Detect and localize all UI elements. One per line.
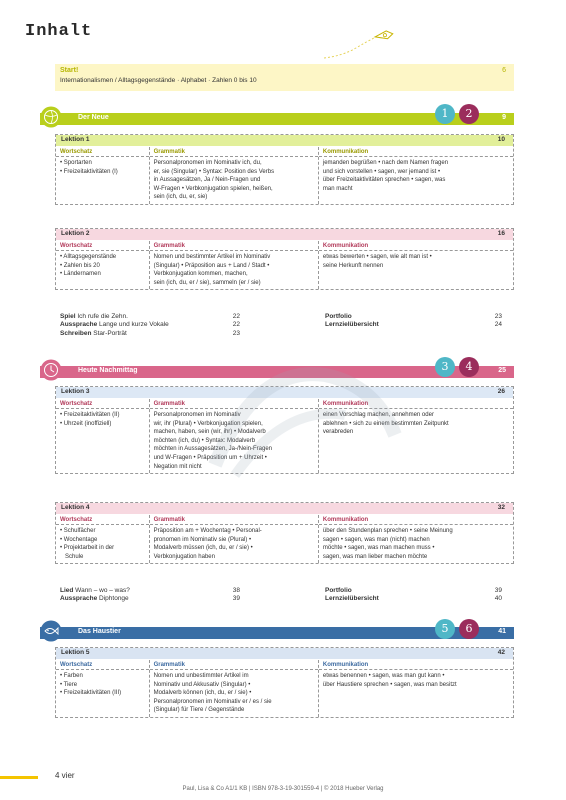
lesson-header (56, 648, 513, 659)
list-item: • Freizeitaktivitäten (I) (60, 168, 118, 175)
text-line: (Singular) • Präposition aus + Land / Stadt • (153, 262, 270, 269)
unit-badge: 1 (435, 104, 455, 124)
page-accent-bar (0, 776, 38, 779)
text-line: ablehnen • sich zu einem bestimmten Zeitpunkt (322, 420, 449, 427)
text-line: etwas bewerten • sagen, wie alt man ist • (322, 254, 432, 260)
text-line: sagen, was man lieber machen möchte (322, 553, 428, 560)
text-line: pronomen im Nominativ sie (Plural) • (153, 536, 252, 543)
text-line: über Haustiere sprechen • sagen, was man besitzt (322, 681, 457, 688)
col-kommunikation: Kommunikation (319, 241, 513, 251)
extra-page: 38 (232, 587, 240, 594)
extra-label: Lernzielübersicht (325, 321, 379, 329)
unit-page: 9 (502, 114, 506, 121)
text-line: machen, haben, sein (wir, ihr) • Modalverb (153, 429, 266, 436)
text-line: Nominativ und Akkusativ (Singular) • (153, 681, 251, 688)
text-line: über den Stundenplan sprechen • seine Meinung (322, 528, 453, 534)
list-item: • Wochentage (60, 536, 98, 543)
unit-title: Heute Nachmittag (78, 367, 138, 374)
text-line: W-Fragen • Verbkonjugation spielen, heißen, (153, 185, 273, 192)
unit-page: 25 (498, 367, 506, 374)
unit-title: Der Neue (78, 114, 109, 121)
extra-page: 24 (494, 321, 502, 329)
col-kommunikation: Kommunikation (319, 147, 513, 157)
text-line: möchte • sagen, was man machen muss • (322, 545, 435, 552)
unit-title: Das Haustier (78, 628, 121, 635)
page-number: 4 vier (55, 771, 75, 780)
col-wortschatz: Wortschatz (56, 399, 149, 409)
lesson-page: 32 (497, 504, 505, 511)
extra-text: Diphtonge (97, 595, 129, 603)
page-title: Inhalt (25, 22, 93, 41)
unit-badge: 6 (459, 619, 479, 639)
extra-label: Portfolio (325, 313, 352, 320)
lesson-page: 16 (497, 230, 505, 237)
extras-right-pages (482, 587, 502, 604)
text-line: und W-Fragen • Präposition um + Uhrzeit • (153, 454, 267, 461)
extras-right-pages (482, 313, 502, 330)
list-item: • Tiere (60, 681, 78, 688)
lesson-header (56, 229, 513, 240)
extra-page: 22 (232, 313, 240, 320)
list-item: • Freizeitaktivitäten (III) (60, 690, 122, 697)
text-line: Modalverb können (ich, du, er / sie) • (153, 690, 252, 697)
extra-page: 39 (494, 587, 502, 594)
col-grammatik: Grammatik (150, 147, 318, 157)
col-kommunikation: Kommunikation (319, 399, 513, 409)
lesson-title: Lektion 1 (61, 136, 90, 143)
text-line: in Aussagesätzen, Ja / Nein-Fragen und (153, 177, 261, 184)
start-heading: Start! (60, 67, 79, 74)
list-item: • Farben (60, 673, 83, 679)
list-item: • Uhrzeit (inoffiziell) (60, 420, 112, 427)
list-item: • Schulfächer (60, 528, 96, 534)
col-wortschatz: Wortschatz (56, 660, 149, 670)
clock-icon (40, 359, 62, 381)
col-wortschatz: Wortschatz (56, 515, 149, 525)
text-line: Verbkonjugation haben (153, 553, 215, 560)
extras-right (325, 313, 445, 330)
text-line: Personalpronomen im Nominativ er / es / sie (153, 698, 272, 705)
text-line: er, sie (Singular) • Syntax: Position des Verbs (153, 168, 275, 175)
text-line: möchten (ich, du) • Syntax: Modalverb (153, 437, 256, 444)
col-grammatik: Grammatik (150, 399, 318, 409)
extra-label: Aussprache (60, 321, 98, 329)
col-grammatik: Grammatik (150, 660, 318, 670)
start-box (55, 64, 514, 91)
text-line: Personalpronomen im Nominativ ich, du, (153, 160, 262, 166)
unit-badge: 4 (459, 357, 479, 377)
lesson-block (55, 502, 514, 564)
watermark-logo (175, 345, 435, 505)
extra-label: Spiel (60, 313, 76, 320)
list-item: • Freizeitaktivitäten (II) (60, 412, 120, 418)
lesson-block (55, 134, 514, 205)
text-line: Nomen und unbestimmter Artikel im (153, 673, 249, 679)
col-grammatik: Grammatik (150, 241, 318, 251)
list-item: • Ländernamen (60, 271, 101, 278)
text-line: Nomen und bestimmter Artikel im Nominativ (153, 254, 271, 260)
col-kommunikation: Kommunikation (319, 660, 513, 670)
list-item: • Zahlen bis 20 (60, 262, 100, 269)
lesson-title: Lektion 2 (61, 230, 90, 237)
extra-page: 39 (232, 595, 240, 603)
text-line: Präposition am + Wochentag • Personal- (153, 528, 262, 534)
lesson-block (55, 228, 514, 290)
rocket-icon (322, 28, 394, 60)
extra-page: 40 (494, 595, 502, 603)
text-line: Personalpronomen im Nominativ (153, 412, 241, 418)
footer-credit: Paul, Lisa & Co A1/1 KB | ISBN 978-3-19-301559-4 | © 2018 Hueber Verlag (182, 786, 384, 792)
extra-text: Wann – wo – was? (73, 587, 130, 594)
start-page: 6 (502, 67, 506, 74)
extra-text: Ich rufe die Zehn. (75, 313, 128, 320)
text-line: über Freizeitaktivitäten sprechen • sagen, was (322, 177, 446, 184)
text-line: einen Vorschlag machen, annehmen oder (322, 412, 434, 418)
text-line: seine Herkunft nennen (322, 262, 384, 269)
text-line: etwas benennen • sagen, was man gut kann • (322, 673, 445, 679)
text-line: möchten in Aussagesätzen, Ja-/Nein-Fragen (153, 446, 272, 453)
text-line: Negation mit nicht (153, 463, 202, 470)
text-line: Modalverb müssen (ich, du, er / sie) • (153, 545, 253, 552)
lesson-page: 26 (497, 388, 505, 395)
col-wortschatz: Wortschatz (56, 241, 149, 251)
unit-badge: 5 (435, 619, 455, 639)
text-line: wir, ihr (Plural) • Verbkonjugation spielen, (153, 420, 263, 427)
extra-label: Aussprache (60, 595, 98, 603)
extra-label: Schreiben (60, 329, 92, 337)
text-line: verabreden (322, 429, 354, 436)
extras-left-pages (220, 587, 240, 604)
text-line: sein (ich, du, er / sie), sammeln (er / sie) (153, 279, 261, 286)
extra-page: 23 (232, 329, 240, 337)
text-line: (Singular) für Tiere / Gegenstände (153, 707, 245, 714)
extra-text: Lange und kurze Vokale (97, 321, 169, 329)
unit-page: 41 (498, 628, 506, 635)
text-line: sein (ich, du, er, sie) (153, 194, 208, 201)
unit-badge: 2 (459, 104, 479, 124)
extras-left-pages (220, 313, 240, 338)
col-kommunikation: Kommunikation (319, 515, 513, 525)
unit-badge: 3 (435, 357, 455, 377)
extras-right (325, 587, 445, 604)
extra-text: Star-Porträt (91, 329, 127, 337)
lesson-title: Lektion 4 (61, 504, 90, 511)
extra-label: Lernzielübersicht (325, 595, 379, 603)
extra-label: Portfolio (325, 587, 352, 594)
lesson-header (56, 135, 513, 146)
extra-page: 23 (494, 313, 502, 320)
col-grammatik: Grammatik (150, 515, 318, 525)
text-line: man macht (322, 185, 353, 192)
list-item: • Sportarten (60, 160, 92, 166)
list-item: • Projektarbeit in der (60, 545, 115, 552)
ball-icon (40, 106, 62, 128)
text-line: sagen • sagen, was man (nicht) machen (322, 536, 430, 543)
lesson-title: Lektion 5 (61, 649, 90, 656)
lesson-page: 10 (497, 136, 505, 143)
extra-label: Lied (60, 587, 74, 594)
lesson-block (55, 647, 514, 718)
lesson-page: 42 (497, 649, 505, 656)
text-line: jemanden begrüßen • nach dem Namen fragen (322, 160, 449, 166)
list-item: • Alltagsgegenstände (60, 254, 117, 260)
extra-page: 22 (232, 321, 240, 329)
col-wortschatz: Wortschatz (56, 147, 149, 157)
text-line: Verbkonjugation kommen, machen, (153, 271, 248, 278)
list-item: Schule (65, 553, 84, 560)
text-line: und sich vorstellen • sagen, wer jemand ist • (322, 168, 441, 175)
lesson-title: Lektion 3 (61, 388, 90, 395)
fish-icon (40, 620, 62, 642)
start-text: Internationalismen / Alltagsgegenstände · Alphabet · Zahlen 0 bis 10 (60, 77, 257, 84)
